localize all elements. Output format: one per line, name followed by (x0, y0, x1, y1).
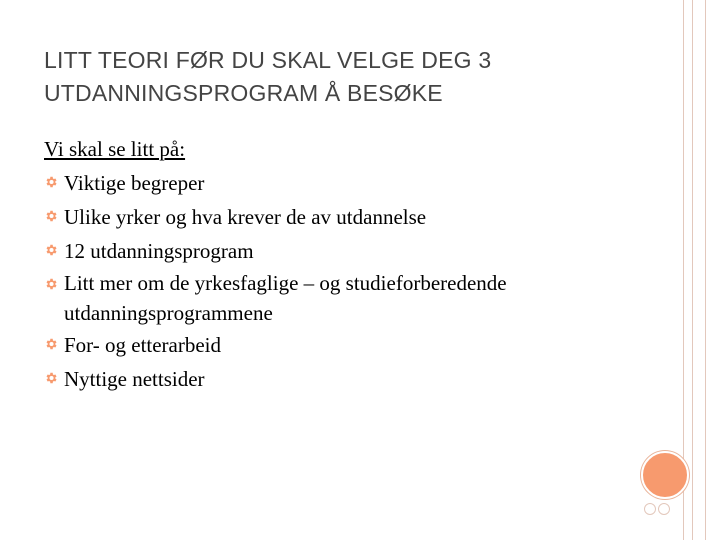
gear-icon (44, 243, 58, 257)
bullet-item (44, 200, 644, 234)
bullet-text: Litt mer om de yrkesfaglige – og studieforberedende utdanningsprogrammene (64, 271, 507, 325)
decorative-small-circle (658, 503, 670, 515)
bullet-text: Viktige begreper (64, 171, 205, 195)
bullet-item (44, 268, 644, 328)
gear-icon (44, 209, 58, 223)
bullet-item (44, 362, 644, 396)
bullet-text: Nyttige nettsider (64, 367, 205, 391)
gear-icon (44, 175, 58, 189)
slide-title (44, 44, 644, 110)
bullet-text: 12 utdanningsprogram (64, 239, 254, 263)
bullet-text: For- og etterarbeid (64, 333, 222, 357)
bullet-list (44, 166, 644, 396)
slide-title-line: UTDANNINGSPROGRAM Å BESØKE (44, 80, 443, 106)
decorative-line (705, 0, 706, 540)
gear-icon (44, 277, 58, 291)
decorative-line (692, 0, 693, 540)
gear-icon (44, 371, 58, 385)
gear-icon (44, 337, 58, 351)
decorative-circle (641, 451, 689, 499)
bullet-item (44, 234, 644, 268)
bullet-item (44, 166, 644, 200)
slide-content (44, 132, 644, 396)
bullet-item (44, 328, 644, 362)
content-subtitle: Vi skal se litt på: (44, 137, 186, 161)
bullet-text: Ulike yrker og hva krever de av utdannelse (64, 205, 427, 229)
decorative-small-circle (644, 503, 656, 515)
slide-title-line: LITT TEORI FØR DU SKAL VELGE DEG 3 (44, 47, 492, 73)
